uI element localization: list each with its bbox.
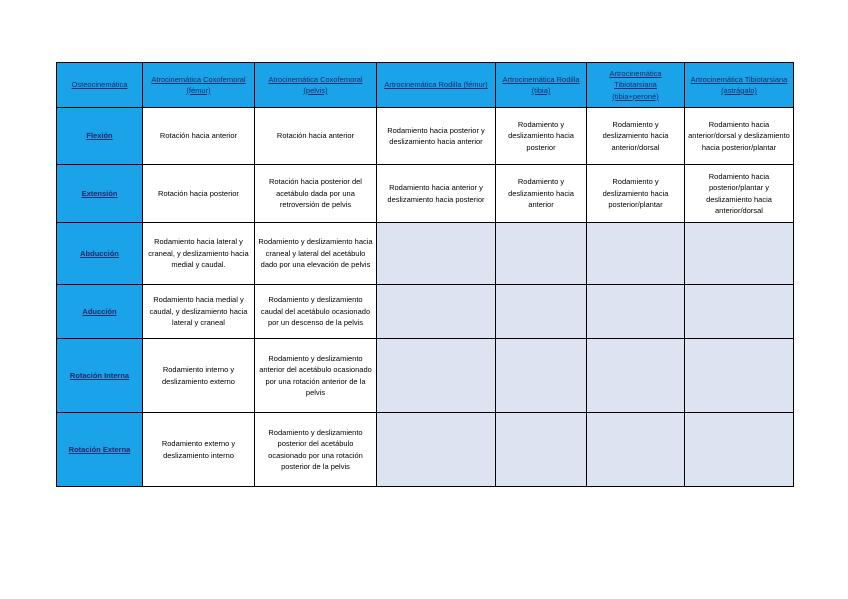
- table-cell: Rotación hacia anterior: [143, 108, 255, 165]
- header-osteocinematica: Osteocinemática: [57, 63, 143, 108]
- table-cell: Rodamiento hacia anterior/dorsal y deslizamiento hacia posterior/plantar: [685, 108, 794, 165]
- table-cell: Rotación hacia anterior: [255, 108, 377, 165]
- empty-cell: [685, 223, 794, 285]
- header-rodilla-femur: Artrocinemática Rodilla (fémur): [377, 63, 496, 108]
- empty-cell: [685, 413, 794, 487]
- empty-cell: [377, 223, 496, 285]
- table-row: [57, 339, 794, 413]
- table-row: [57, 223, 794, 285]
- row-label-aduccion: Aducción: [57, 285, 143, 339]
- table-cell: Rodamiento hacia lateral y craneal, y deslizamiento hacia medial y caudal.: [143, 223, 255, 285]
- table-row: [57, 285, 794, 339]
- table-cell: Rotación hacia posterior: [143, 165, 255, 223]
- header-rodilla-tibia: Artrocinemática Rodilla (tibia): [496, 63, 587, 108]
- table-row: [57, 165, 794, 223]
- table-row: [57, 108, 794, 165]
- header-coxofemoral-femur: Atrocinemática Coxofemoral (fémur): [143, 63, 255, 108]
- header-coxofemoral-pelvis: Atrocinemática Coxofemoral (pelvis): [255, 63, 377, 108]
- row-label-flexion: Flexión: [57, 108, 143, 165]
- table-cell: Rodamiento interno y deslizamiento externo: [143, 339, 255, 413]
- table-cell: Rotación hacia posterior del acetábulo dada por una retroversión de pelvis: [255, 165, 377, 223]
- header-tibiotarsiana-astragalo: Artrocinemática Tibiotarsiana (astrágalo): [685, 63, 794, 108]
- empty-cell: [587, 223, 685, 285]
- table-cell: Rodamiento hacia anterior y deslizamiento hacia posterior: [377, 165, 496, 223]
- table-cell: Rodamiento y deslizamiento hacia posterior/plantar: [587, 165, 685, 223]
- empty-cell: [685, 339, 794, 413]
- table-cell: Rodamiento y deslizamiento caudal del acetábulo ocasionado por un descenso de la pelvis: [255, 285, 377, 339]
- empty-cell: [377, 285, 496, 339]
- table-cell: Rodamiento y deslizamiento hacia anterior/dorsal: [587, 108, 685, 165]
- empty-cell: [587, 413, 685, 487]
- table-cell: Rodamiento y deslizamiento anterior del acetábulo ocasionado por una rotación anterior de la pelvis: [255, 339, 377, 413]
- row-label-abduccion: Abducción: [57, 223, 143, 285]
- row-label-extension: Extensión: [57, 165, 143, 223]
- empty-cell: [496, 413, 587, 487]
- table-cell: Rodamiento hacia posterior y deslizamiento hacia anterior: [377, 108, 496, 165]
- empty-cell: [496, 223, 587, 285]
- table-cell: Rodamiento y deslizamiento hacia craneal y lateral del acetábulo dado por una elevación de pelvis: [255, 223, 377, 285]
- empty-cell: [496, 285, 587, 339]
- row-label-rotacion-interna: Rotación Interna: [57, 339, 143, 413]
- osteokinematics-table: [56, 62, 794, 487]
- empty-cell: [587, 339, 685, 413]
- table-cell: Rodamiento externo y deslizamiento interno: [143, 413, 255, 487]
- table-cell: Rodamiento hacia medial y caudal, y deslizamiento hacia lateral y craneal: [143, 285, 255, 339]
- table-row: [57, 413, 794, 487]
- empty-cell: [587, 285, 685, 339]
- empty-cell: [685, 285, 794, 339]
- empty-cell: [377, 413, 496, 487]
- empty-cell: [496, 339, 587, 413]
- table-cell: Rodamiento y deslizamiento hacia posterior: [496, 108, 587, 165]
- empty-cell: [377, 339, 496, 413]
- table-cell: Rodamiento y deslizamiento posterior del acetábulo ocasionado por una rotación posterior de la pelvis: [255, 413, 377, 487]
- header-row: [57, 63, 794, 108]
- row-label-rotacion-externa: Rotación Externa: [57, 413, 143, 487]
- header-tibiotarsiana-tibia-perone: Artrocinemática Tibiotarsiana (tibia+peroné): [587, 63, 685, 108]
- table-cell: Rodamiento y deslizamiento hacia anterior: [496, 165, 587, 223]
- table-cell: Rodamiento hacia posterior/plantar y deslizamiento hacia anterior/dorsal: [685, 165, 794, 223]
